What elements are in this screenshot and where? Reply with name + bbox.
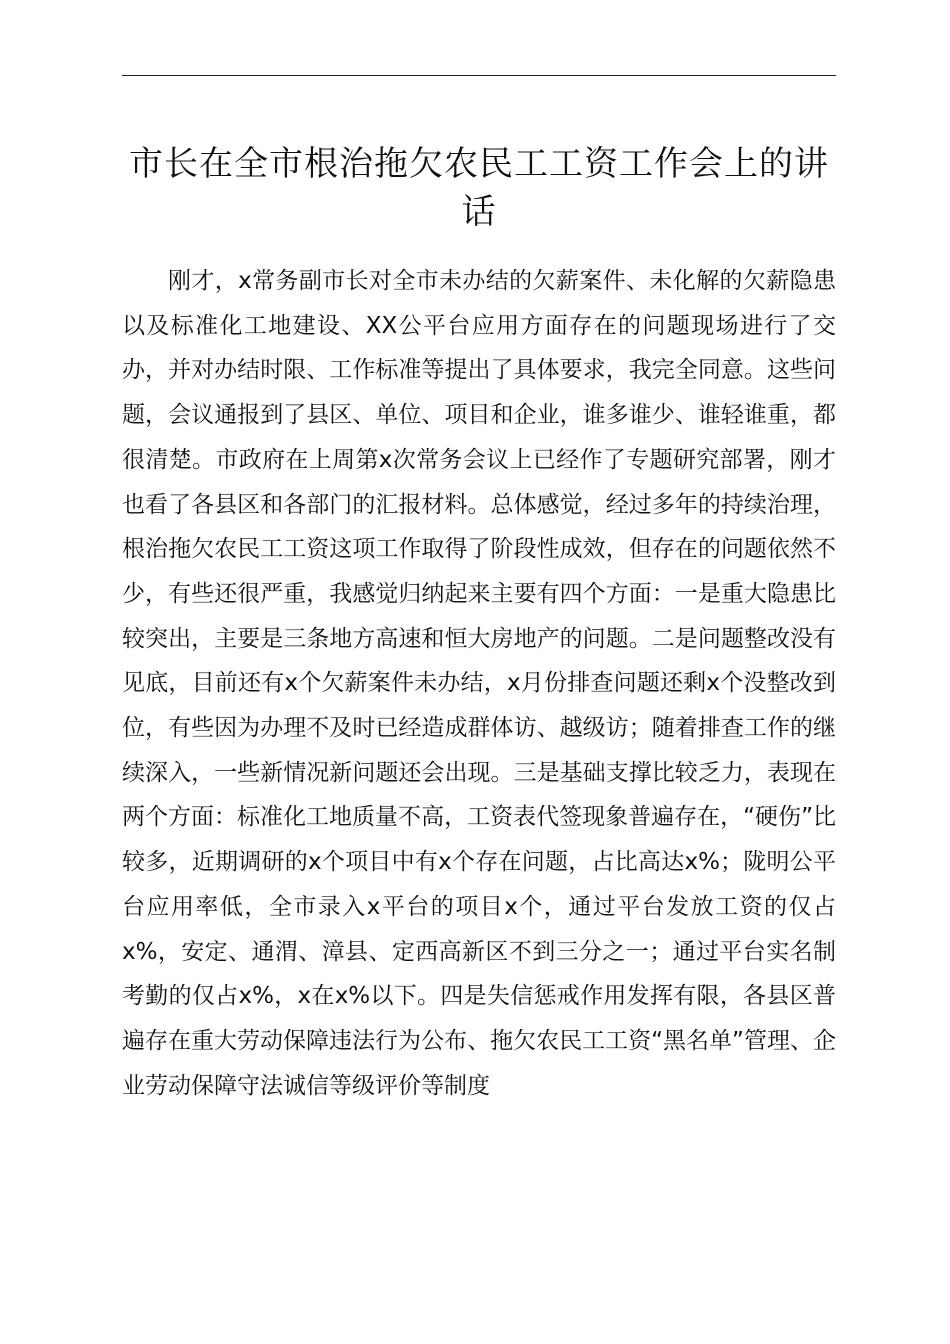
header-rule bbox=[122, 75, 836, 76]
document-body-paragraph: 刚才，x常务副市长对全市未办结的欠薪案件、未化解的欠薪隐患以及标准化工地建设、XX公平台应用方面存在的问题现场进行了交办，并对办结时限、工作标准等提出了具体要求，我完全同意。这些问题，会议通报到了县区、单位、项目和企业，谁多谁少、谁轻谁重，都很清楚。市政府在上周第x次常务会议上已经作了专题研究部署，刚才也看了各县区和各部门的汇报材料。总体感觉，经过多年的持续治理，根治拖欠农民工工资这项工作取得了阶段性成效，但存在的问题依然不少，有些还很严重，我感觉归纳起来主要有四个方面：一是重大隐患比较突出，主要是三条地方高速和恒大房地产的问题。二是问题整改没有见底，目前还有x个欠薪案件未办结，x月份排查问题还剩x个没整改到位，有些因为办理不及时已经造成群体访、越级访；随着排查工作的继续深入，一些新情况新问题还会出现。三是基础支撑比较乏力，表现在两个方面：标准化工地质量不高，工资表代签现象普遍存在，“硬伤”比较多，近期调研的x个项目中有x个存在问题，占比高达x%；陇明公平台应用率低，全市录入x平台的项目x个，通过平台发放工资的仅占x%，安定、通渭、漳县、定西高新区不到三分之一；通过平台实名制考勤的仅占x%，x在x%以下。四是失信惩戒作用发挥有限，各县区普遍存在重大劳动保障违法行为公布、拖欠农民工工资“黑名单”管理、企业劳动保障守法诚信等级评价等制度 bbox=[122, 268, 836, 1099]
document-title: 市长在全市根治拖欠农民工工资工作会上的讲话 bbox=[129, 144, 829, 232]
